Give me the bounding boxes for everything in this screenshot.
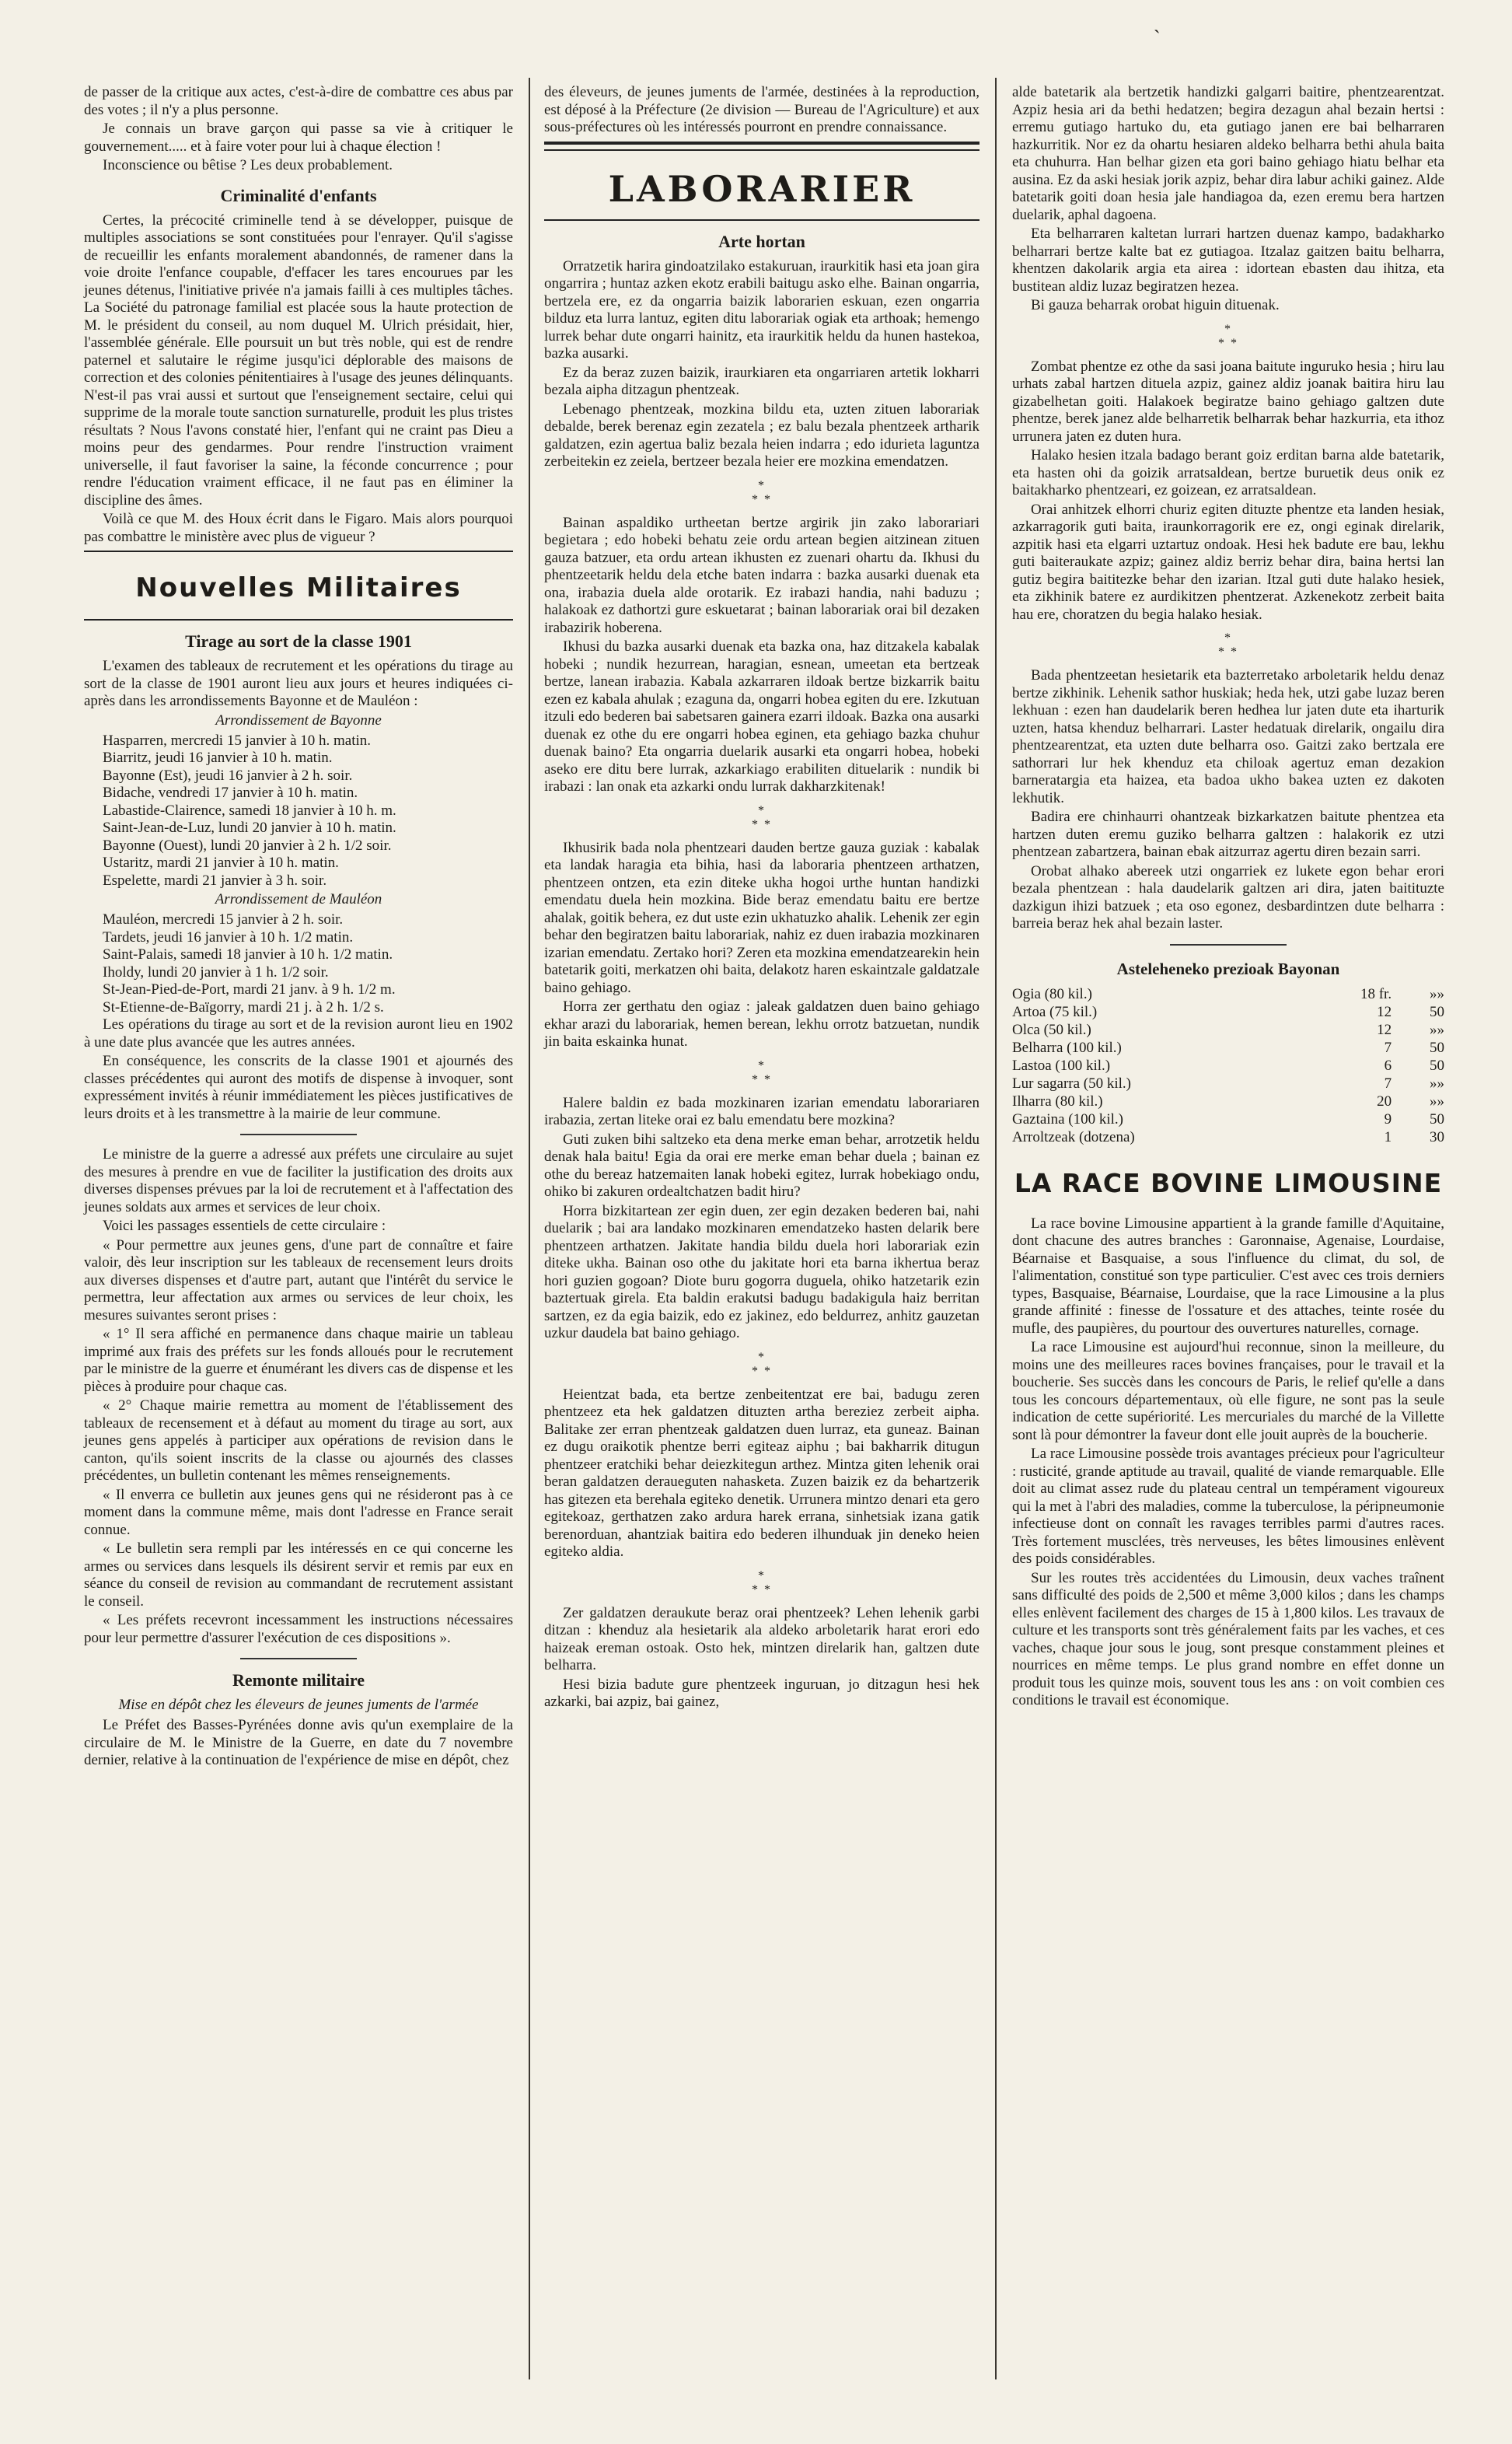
price-item: Olca (50 kil.) (1012, 1021, 1091, 1038)
criminalite-paragraph: Voilà ce que M. des Houx écrit dans le Figaro. Mais alors pourquoi pas combattre le ministère avec plus de vigueur ? (84, 511, 513, 545)
price-value: 12 (1377, 1003, 1392, 1020)
price-value: 7 (1384, 1075, 1392, 1092)
criminalite-title: Criminalité d'enfants (220, 185, 377, 205)
article-paragraph: Guti zuken bihi saltzeko eta dena merke eman behar, arrotzetik heldu denak hala baitu! Egia da orai ere merke eman behar duela ; bainan ez othe du bereaz hatzemaiten lanak hobeki egitez, lurrak hobekiago ondu, ohiko bi zakuren ordealtchatzen badit hiru? (544, 1131, 979, 1200)
article-paragraph: alde batetarik ala bertzetik handizki galgarri baitire, phentzearentzat. Azpiz hesia ari da bethi hedatzen; begira dezagun ahal bezain hertsi : erremu gutiago hartuko du, eta gutiago janen ere bai belharraren hazkurritik. Nor ez da ohartu hesiaren aldeko belharra bethi ahula baita eta chuhurra. Han belhar gizen eta gori baino gehiago hiatu belhar eta ausina. Ez da aski hesiak jorik azpiz, behar dira labur achiki gainez. Alde batetarik goiti doan hesia jale handiagoa da, ezen eremu bera hartzen duelarik, aphal dagoena. (1012, 84, 1444, 223)
arrondissement-bayonne: Arrondissement de Bayonne (215, 712, 382, 729)
schedule-line: Espelette, mardi 21 janvier à 3 h. soir. (103, 872, 327, 889)
tirage-intro: L'examen des tableaux de recrutement et les opérations du tirage au sort de la classe de 1901 auront lieu aux jours et heures indiquées ci-après dans les arrondissements Bayonne et de Mauléon : (84, 658, 513, 709)
criminalite-paragraph: Certes, la précocité criminelle tend à se développer, puisque de multiples associations se sont constituées pour l'enrayer. Qu'il s'agisse de recueillir les enfants moralement abandonnés, de ramener dans la voie droite l'enfance coupable, d'effacer les tares encourues par les jeunes détenus, l'initiative privée n'a jamais failli à ces multiples tâches. La Société du patronage familial est placée sous la haute protection de M. le président du conseil, au nom duquel M. Ulrich présidait, hier, l'assemblée générale. Elle poursuit un but très noble, qui est de rendre paternel et salutaire le régime jusqu'ici déplorable des maisons de correction et des colonies pénitentiaires à l'usage des jeunes délinquants. N'est-il pas vrai aussi et surtout que l'enseignement sectaire, celui qui supprime de la morale toute sanction surnaturelle, produit les plus tristes résultats ? Nous l'avons constaté hier, l'enfant qui ne craint pas Dieu a moins peur des gendarmes. Pour rendre l'instruction vraiment universelle, il faut favoriser la saine, la féconde concurrence ; pour rendre l'éducation vraiment efficace, il ne faut pas en éliminer la discipline des âmes. (84, 212, 513, 509)
article-paragraph: Bainan aspaldiko urtheetan bertze argirik jin zako laborariari begietara ; edo hobeki behatu zeie ordu artean begien aitzinean zituen gauza batzuer, eta ordu artean ikhusten ez zuenari ohartu da. Ikhusi du phentzeetarik heldu dela etche baten indarra : bazka ausarki duenak eta ona, irabazia duela alde orotarik. Ez irabazi handia, nahi baduzu ; halakoak ez dathortzi gure eskuetarat ; bainan laborariak orai bil dezaken irabazirik hoberena. (544, 514, 979, 636)
schedule-line: Biarritz, jeudi 16 janvier à 10 h. matin. (103, 750, 333, 766)
schedule-line: Mauléon, mercredi 15 janvier à 2 h. soir. (103, 911, 344, 928)
schedule-line: Bayonne (Est), jeudi 16 janvier à 2 h. soir. (103, 767, 353, 784)
short-separator (240, 1134, 357, 1135)
nouvelles-militaires-title: Nouvelles Militaires (135, 572, 462, 603)
price-item: Gaztaina (100 kil.) (1012, 1110, 1123, 1128)
section-divider (544, 219, 979, 221)
prices-title: Asteleheneko prezioak Bayonan (1116, 959, 1340, 978)
article-paragraph: Orobat alhako abereek utzi ongarriek ez lukete egon behar erori bezala phentzean : hala daudelarik galtzen ari dira, jaten baitituzte dazkigun ihizi batzuek ; eta oso egonez, desbardintzen dute belharra : barreia beraz hek ahal bezain laster. (1012, 862, 1444, 932)
schedule-line: Ustaritz, mardi 21 janvier à 10 h. matin. (103, 855, 339, 871)
article-paragraph: Halere baldin ez bada mozkinaren izarian emendatu laborariaren irabazia, zertan liteke orai ez balu emendatu bere mozkina? (544, 1094, 979, 1128)
circulaire-paragraph: Voici les passages essentiels de cette circulaire : (103, 1218, 386, 1234)
circulaire-paragraph: « Le bulletin sera rempli par les intéressés en ce qui concerne les armes ou services dans lesquels ils désirent servir et remis par eux en séance du conseil de revision au commandant de recrutement assistant le conseil. (84, 1540, 513, 1610)
price-value: 18 fr. (1360, 985, 1392, 1002)
price-cents: 50 (1430, 1003, 1444, 1020)
circulaire-paragraph: « Il enverra ce bulletin aux jeunes gens qui ne résideront pas à ce moment dans la commune même, mais dont l'adresse en France serait connue. (84, 1486, 513, 1538)
schedule-line: Saint-Jean-de-Luz, lundi 20 janvier à 10 h. matin. (103, 820, 396, 836)
short-separator (240, 1658, 357, 1659)
asterism-divider: * * * (752, 803, 772, 831)
price-cents: 50 (1430, 1039, 1444, 1056)
race-paragraph: La race Limousine possède trois avantages précieux pour l'agriculteur : rusticité, grande aptitude au travail, qualité de viande remarquable. Elle doit au climat assez rude du plateau central un tempérament vigoureux qui la met à l'abri des maladies, comme la tuberculose, la péripneumonie infectieuse dont on connaît les ravages terribles parmi d'autres races. Très fortement musclées, très nerveuses, les bêtes limousines enlèvent des poids considérables. (1012, 1446, 1444, 1567)
article-paragraph: Heientzat bada, eta bertze zenbeitentzat ere bai, badugu zeren phentzeez eta hek galdatzen dituzten artha bereziez zerbeit aipha. Balitake zer erran phentzeak galdatzen duen lurraz, eta guneaz. Bainan ez dugu oraikotik phentze berri egiteaz aiphu ; bai bakharrik ditugun phentzeer eratchiki behar deiezkitegun arthez. Mintza giten lehenik orai beran galdatzen deraueguten nahasketa. Zuzen baizik ez da behartzerik has gitezen eta berehala egiteko denetik. Urrunera mintzo denari eta gero egitekoaz, gerthatzen zako ardura harek errana, sinhetsiak izana gatik berenorduan, ahantziak baitira edo bederen ilhunduak jin deneko heien egiteko aldia. (544, 1386, 979, 1560)
tirage-paragraph: En conséquence, les conscrits de la classe 1901 et ajournés des classes précédentes qui auront des motifs de dispense à invoquer, sont expressément invités à réunir immédiatement les pièces justificatives de leurs droits et à les transmettre à la mairie de leur commune. (84, 1053, 513, 1122)
circulaire-paragraph: « 1° Il sera affiché en permanence dans chaque mairie un tableau imprimé aux frais des préfets sur les fonds alloués pour le recrutement par le ministre de la guerre et énumérant les divers cas de dispense et les pièces à produire pour chaque cas. (84, 1326, 513, 1395)
asterism-divider: * * * (752, 1568, 772, 1596)
price-item: Arroltzeak (dotzena) (1012, 1128, 1135, 1145)
price-value: 20 (1377, 1093, 1392, 1110)
schedule-line: St-Etienne-de-Baïgorry, mardi 21 j. à 2 h. 1/2 s. (103, 998, 384, 1016)
race-paragraph: La race bovine Limousine appartient à la grande famille d'Aquitaine, dont chacune des autres branches : Garonnaise, Agenaise, Lourdaise, Béarnaise et Basquaise, a sous l'influence du climat, du sol, de l'alimentation, constitué son type particulier. C'est avec ces trois derniers types, Basquaise, Béarnaise, Lourdaise, que la race Limousine a la plus grande affinité : finesse de l'ossature et des attaches, teinte rosée du mufle, des paupières, du pourtour des ouvertures naturelles, cornage. (1012, 1215, 1444, 1337)
schedule-line: Saint-Palais, samedi 18 janvier à 10 h. 1/2 matin. (103, 946, 393, 963)
price-value: 6 (1384, 1057, 1392, 1074)
schedule-line: Iholdy, lundi 20 janvier à 1 h. 1/2 soir. (103, 963, 329, 981)
schedule-line: Bayonne (Ouest), lundi 20 janvier à 2 h. 1/2 soir. (103, 837, 392, 854)
price-item: Lastoa (100 kil.) (1012, 1057, 1111, 1074)
arte-hortan-title: Arte hortan (718, 231, 805, 251)
price-row (1012, 1075, 1444, 1093)
price-item: Lur sagarra (50 kil.) (1012, 1075, 1131, 1092)
price-row (1012, 1110, 1444, 1128)
article-paragraph: Horra zer gerthatu den ogiaz : jaleak galdatzen duen baino gehiago ekhar arazi du laborariak, hemen berean, lekhu orrotz batzuetan, nundik jin baita eskainka hunat. (544, 998, 979, 1050)
article-paragraph: Bada phentzeetan hesietarik eta bazterretako arboletarik heldu denaz bertze zikhinik. Lehenik sathor huskiak; heda hek, utzi gabe luzaz beren lekhuan : ezen han daudelarik beren hedhea lur jaten dute eta iharturik uzten, hatsa khenduz belharrari. Laster hedatuak direlarik, ongailu dira phentzearentzat, eta uzten dute belharra oso. Gaitzi zako bertzala ere sathorrari lur hek khenduz eta chiloak agertuz eman dezakion barneratargia eta haizea, eta badoa ukho bakea uzten ez dakoten lekhutik. (1012, 667, 1444, 806)
column-2 (544, 84, 979, 1713)
schedule-line: Bidache, vendredi 17 janvier à 10 h. matin. (103, 785, 358, 801)
column-rule (995, 78, 997, 2379)
intro-paragraph: Je connais un brave garçon qui passe sa vie à critiquer le gouvernement..... et à faire voter pour lui à chaque élection ! (84, 121, 513, 155)
price-row (1012, 985, 1444, 1003)
short-separator (1170, 944, 1287, 946)
price-row (1012, 1021, 1444, 1039)
circulaire-paragraph: « Pour permettre aux jeunes gens, d'une part de connaître et faire valoir, dès leur inscription sur les tableaux de recensement leurs droits aux diverses dispenses et d'autre part, autant que l'intérêt du service le permettra, leur affectation aux armes ou services de leur choix, les mesures suivantes seront prises : (84, 1236, 513, 1323)
asterism-divider: * * * (1218, 631, 1238, 659)
price-item: Artoa (75 kil.) (1012, 1003, 1098, 1020)
laborarier-title: LABORARIER (608, 167, 916, 210)
intro-paragraph: de passer de la critique aux actes, c'est-à-dire de combattre ces abus par des votes ; il n'y a plus personne. (84, 84, 513, 118)
intro-paragraph: Inconscience ou bêtise ? Les deux probablement. (103, 157, 393, 173)
tirage-title: Tirage au sort de la classe 1901 (185, 631, 412, 651)
schedule-line: St-Jean-Pied-de-Port, mardi 21 janv. à 9 h. 1/2 m. (103, 981, 396, 998)
price-cents: 30 (1430, 1128, 1444, 1145)
schedule-line: Labastide-Clairence, samedi 18 janvier à 10 h. m. (103, 802, 396, 819)
corner-mark: ˎ (1154, 11, 1161, 33)
price-cents: »» (1430, 1075, 1444, 1092)
article-paragraph: Badira ere chinhaurri ohantzeak bizkarkatzen baitute phentzea eta hartzen duten eremu guziko belharra galtzen : halakorik ez utzi phentzean zabartzera, bainan ebak aitzurraz agertu diren bezain sarri. (1012, 809, 1444, 860)
price-table (1012, 985, 1444, 1146)
article-paragraph: Bi gauza beharrak orobat higuin dituenak. (1031, 297, 1280, 313)
race-bovine-title: LA RACE BOVINE LIMOUSINE (1014, 1167, 1443, 1198)
price-cents: »» (1430, 985, 1444, 1002)
remonte-title: Remonte militaire (232, 1670, 365, 1690)
price-cents: »» (1430, 1021, 1444, 1038)
article-paragraph: Lebenago phentzeak, mozkina bildu eta, uzten zituen laborariak debalde, berek berenaz egin zezatela ; ez balu bezala phentzeek artharik galdatzen, ezin agertua baliz bezala heien indarra ; edo idurieta laguntza zerbeitekin ez zeiela, bertzeer bezala heier ere mozkina emendatzen. (544, 400, 979, 470)
asterism-divider: * * * (1218, 322, 1238, 350)
price-item: Ogia (80 kil.) (1012, 985, 1092, 1002)
article-paragraph: Hesi bizia badute gure phentzeek inguruan, jo ditzagun hesi hek azkarki, bai azpiz, bai gainez, (544, 1676, 979, 1710)
price-item: Ilharra (80 kil.) (1012, 1093, 1103, 1110)
asterism-divider: * * * (752, 478, 772, 506)
remonte-paragraph: Le Préfet des Basses-Pyrénées donne avis qu'un exemplaire de la circulaire de M. le Ministre de la Guerre, en date du 7 novembre dernier, relative à la continuation de l'expérience de mise en dépôt, chez (84, 1717, 513, 1768)
schedule-line: Hasparren, mercredi 15 janvier à 10 h. matin. (103, 732, 372, 749)
remonte-subtitle: Mise en dépôt chez les éleveurs de jeunes juments de l'armée (118, 1697, 479, 1713)
section-divider (84, 619, 513, 621)
schedule-line: Tardets, jeudi 16 janvier à 10 h. 1/2 matin. (103, 928, 354, 946)
article-paragraph: Zombat phentze ez othe da sasi joana baitute inguruko hesia ; hiru lau urhats zabal hartzen dituela azpiz, gainez aldiz joanak baitira hiru lau gizabelhetan goiti. Halakoek begiratze baino gehiago galtzen dute phentze, berek janez alde belharretik belharrak behar hazkurria, eta ithoz urrunera jaten ez duten hura. (1012, 358, 1444, 445)
price-row (1012, 1039, 1444, 1057)
price-value: 9 (1384, 1110, 1392, 1128)
price-value: 7 (1384, 1039, 1392, 1056)
article-paragraph: Ikhusi du bazka ausarki duenak eta bazka ona, haz ditzakela kabalak hobeki ; nundik hezurrean, haragian, esnean, umeetan eta bertzeak bertze, lanean irabazia. Kabala azkarraren ildoak bertze bizkarrik baitu ezen ez kabala ahulak ; ezaguna da, ongarri hobea egiten du ere. Izkutuan itzuli edo bederen bai sabetsaren gainera ezarri ildoak. Bazka ona ausarki duenak ez othe du ere ongarri hobea eginen, eta gehiago bazka chuhur duenak baino? Eta ongarria duelarik ausarki eta ongarri hobea, hobeki aseko ere ditu bere lurrak, azkarkiago erabiliten dituelarik : nundik bi irabazi : lan onak eta azkarki ondu lurrak dakharzkitenak! (544, 638, 979, 795)
article-paragraph: Ikhusirik bada nola phentzeari dauden bertze gauza guziak : kabalak eta landak haragia eta bihia, hasi da laboraria phentzeen arthatzen, phentzeen ontzen, eta ezin diteke ukha hogoi urthe huntan handizki emendatu duela hein mozkina. Bide beraz emendatu baitu ere bertze ahalak, goitik behera, ez dut uste ezin ukhatuzko ahalik. Lehenik zer egin behar den begiratzen baitu laborariak, nahiz ez duen irabazia mozkinaren izarian emendatu. Zertako hori? Zeren eta mozkina emendatzearekin hein batetarik goiti, merkatzen ohi baita, delakotz haren eskaintzale galdatzale baino gehiago. (544, 839, 979, 996)
price-value: 12 (1377, 1021, 1392, 1038)
price-row (1012, 1093, 1444, 1110)
article-paragraph: Orai anhitzek elhorri churiz egiten dituzte phentze eta landen hesiak, azkarragorik guti baita, iraunkorragorik ere ez, ongi eginak direlarik, azpitik hasi eta elgarri uztartuz ondoak. Hesi hek badute ere bau, lekhu guti baiteraukate azpiz; gainez aldiz berriz behar dira, baina hertsi lan gutiz begira baititezke behar den izarian. Itzal guti dute halako hesiek, eta zikhinik batere ez aurdikitzen phentzerat. Azkenekotz zerbeit baita hau ere, choratzen du begia halako hesiak. (1012, 501, 1444, 623)
article-paragraph: Eta belharraren kaltetan lurrari hartzen duenaz kampo, badakharko belharrari bertze kalte bat ez gutiagoa. Itzalaz gaitzen baitu belharra, khentzen dakolarik argia eta airea : idortean ebasten dau ihitza, eta bustitean aldiz luzaz begiratzen hezea. (1012, 226, 1444, 295)
price-value: 1 (1384, 1128, 1392, 1145)
column-rule (529, 78, 530, 2379)
race-paragraph: La race Limousine est aujourd'hui reconnue, sinon la meilleure, du moins une des meilleures races bovines françaises, pour le travail et la boucherie. Ses succès dans les concours de Paris, le relief qu'elle a dans tous les concours départementaux, où elle figure, ne sont pas la seule indication de cette supériorité. Les mercuriales du marché de la Villette sont là pour démontrer la faveur dont elle jouit auprès de la boucherie. (1012, 1339, 1444, 1443)
circulaire-paragraph: Le ministre de la guerre a adressé aux préfets une circulaire au sujet des mesures à prendre en vue de faciliter la justification des droits aux diverses dispenses prévues par la loi de recrutement et à l'affectation des jeunes soldats aux armes et services de leur choix. (84, 1146, 513, 1215)
asterism-divider: * * * (752, 1058, 772, 1086)
column-1 (84, 84, 513, 1771)
article-paragraph: Halako hesien itzala badago berant goiz erditan barna alde batetarik, eta hasten ohi da goizik arratsaldean, bertze buruetik deus onik ez baitakharko phentzeari, ez goizean, ez arratsaldean. (1012, 447, 1444, 498)
price-cents: »» (1430, 1093, 1444, 1110)
section-divider (544, 149, 979, 151)
section-divider (544, 142, 979, 145)
price-cents: 50 (1430, 1110, 1444, 1128)
price-row (1012, 1128, 1444, 1146)
article-paragraph: Orratzetik harira gindoatzilako estakuruan, iraurkitik hasi eta joan gira ongarrira ; huntaz azken ekotz erabili baitugu asko elhe. Bainan ongarria, bertzela ere, ez da ongarria baizik laborarien eskuan, ezen ongarria bilduz eta lurra lantuz, egiten ditu laborariak ogiak eta arthoak; hemengo lurrek behar dute ongarri hainitz, eta iraurkitik heldu da hunen hastekoa, bazka ausarki. (544, 257, 979, 362)
article-paragraph: Zer galdatzen deraukute beraz orai phentzeek? Lehen lehenik garbi ditzan : khenduz ala hesietarik ala aldeko arboletarik harat erori edo haizeak ereman ostoak. Osto hek, mintzen direlarik han, galtzen dute belharra. (544, 1604, 979, 1673)
circulaire-paragraph: « Les préfets recevront incessamment les instructions nécessaires pour leur permettre d'assurer l'exécution de ces dispositions ». (84, 1612, 513, 1646)
arrondissement-mauleon: Arrondissement de Mauléon (215, 891, 382, 907)
price-cents: 50 (1430, 1057, 1444, 1074)
remonte-continued: des éleveurs, de jeunes juments de l'armée, destinées à la reproduction, est déposé à la Préfecture (2e division — Bureau de l'Agriculture) et aux sous-préfectures où les intéressés pourront en prendre connaissance. (544, 84, 979, 135)
section-divider (84, 551, 513, 552)
race-paragraph: Sur les routes très accidentées du Limousin, deux vaches traînent sans difficulté des poids de 2,500 et même 3,000 kilos ; dans les champs elles enlèvent facilement des charges de 15 à 1,800 kilos. Les travaux de culture et les transports sont très généralement faits par les vaches, et ces vaches, chaque jour sous le joug, sont presque constamment pleines et nourrices en même temps. Le plus grand nombre en effet donne un produit tous les quinze mois, souvent tous les ans : on voit combien ces conditions le travail est économique. (1012, 1569, 1444, 1708)
tirage-paragraph: Les opérations du tirage au sort et de la revision auront lieu en 1902 à une date plus avancée que les autres années. (84, 1016, 513, 1051)
price-row (1012, 1057, 1444, 1075)
article-paragraph: Horra bizkitartean zer egin duen, zer egin dezaken bederen bai, nahi duelarik ; bai ara landako mozkinaren emendatzeko hasten delarik bere phentzeen arthatzen. Jakitate handia bildu duela hori laborariak ezin diteke ukha. Bainan oso othe du jakitate hori eta barna ikhertua beraz hori guzien gogoan? Diote buru gogorra duguela, ohiko hatzetarik ezin baztertuak girela. Eta baldin erakutsi badugu badakigula haiz berritan sartzen, ez da egia baizik, edo ez jakinez, edo beldurrez, anhitz gauzetan uzkur daudela bat baino gehiago. (544, 1202, 979, 1341)
column-3 (1012, 84, 1444, 1711)
asterism-divider: * * * (752, 1350, 772, 1378)
price-row (1012, 1003, 1444, 1021)
circulaire-paragraph: « 2° Chaque mairie remettra au moment de l'établissement des tableaux de recensement et à défaut au moment du tirage au sort, aux jeunes gens appelés à participer aux opérations de revision dans le canton, qu'ils soient inscrits de la classe ou ajournés des classes précédentes, un bulletin contenant les mêmes renseignements. (84, 1397, 513, 1484)
price-item: Belharra (100 kil.) (1012, 1039, 1122, 1056)
article-paragraph: Ez da beraz zuzen baizik, iraurkiaren eta ongarriaren artetik lokharri bezala aipha ditzagun phentzeak. (544, 364, 979, 398)
